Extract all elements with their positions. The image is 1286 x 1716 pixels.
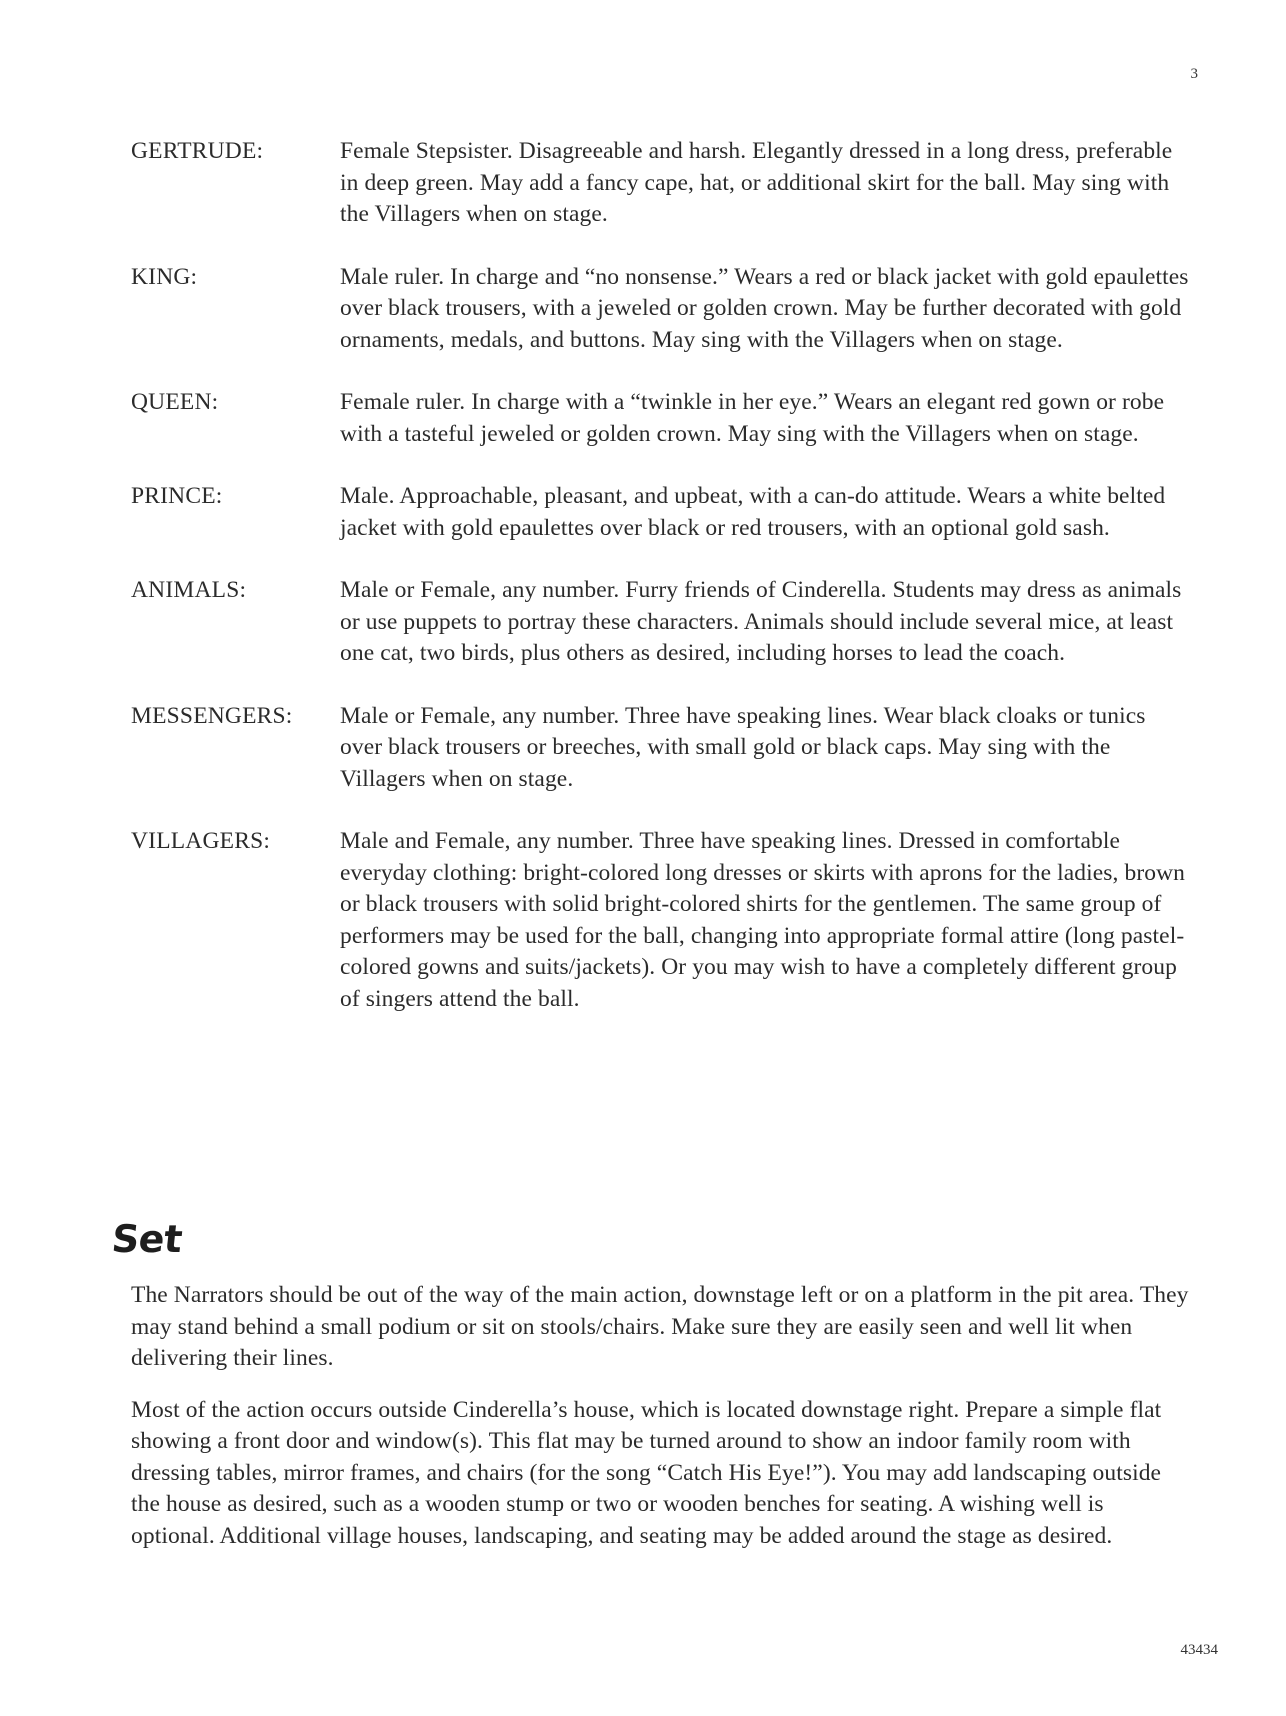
role-name: VILLAGERS:	[131, 828, 271, 854]
role-description: Male or Female, any number. Furry friends of Cinderella. Students may dress as animals or use puppets to portray these characters. Animals should include several mice, at least one cat, two birds, plus others as desired, including horses to lead the coach.	[340, 577, 1182, 666]
role-name: GERTRUDE:	[131, 138, 264, 164]
cast-entry-messengers	[131, 701, 1191, 796]
role-name: ANIMALS:	[131, 577, 247, 603]
role-description: Male or Female, any number. Three have speaking lines. Wear black cloaks or tunics over black trousers or breeches, with small gold or black caps. May sing with the Villagers when on stage.	[340, 702, 1146, 792]
role-description: Male and Female, any number. Three have speaking lines. Dressed in comfortable everyday clothing: bright-colored long dresses or skirts with aprons for the ladies, brown or black trousers with solid bright-colored shirts for the gentlemen. The same group of performers may be used for the ball, changing into appropriate formal attire (long pastel-colored gowns and suits/jackets). Or you may wish to have a completely different group of singers attend the ball.	[340, 828, 1186, 1012]
set-paragraph: Most of the action occurs outside Cinderella’s house, which is located downstage right. Prepare a simple flat showing a front door and window(s). This flat may be turned around to show an indoor family room with dressing tables, mirror frames, and chairs (for the song “Catch His Eye!”). You may add landscaping outside the house as desired, such as a wooden stump or two or wooden benches for seating. A wishing well is optional. Additional village houses, landscaping, and seating may be added around the stage as desired.	[131, 1396, 1162, 1549]
role-name: PRINCE:	[131, 483, 223, 509]
cast-entry-prince	[131, 481, 1191, 544]
document-code: 43434	[1180, 1642, 1218, 1658]
set-section-body	[131, 1280, 1191, 1572]
cast-entry-animals	[131, 575, 1191, 670]
cast-entry-gertrude	[131, 136, 1191, 231]
cast-entry-villagers	[131, 826, 1191, 1015]
cast-entry-king	[131, 262, 1191, 357]
set-section-heading: Set	[109, 1217, 185, 1261]
role-description: Male. Approachable, pleasant, and upbeat, with a can-do attitude. Wears a white belted jacket with gold epaulettes over black or red trousers, with an optional gold sash.	[340, 483, 1166, 541]
role-name: MESSENGERS:	[131, 702, 293, 729]
role-description: Male ruler. In charge and “no nonsense.” Wears a red or black jacket with gold epaulettes over black trousers, with a jeweled or golden crown. May be further decorated with gold ornaments, medals, and buttons. May sing with the Villagers when on stage.	[340, 263, 1189, 353]
role-name: QUEEN:	[131, 389, 219, 415]
page-number: 3	[1190, 66, 1198, 82]
set-paragraph: The Narrators should be out of the way of the main action, downstage left or on a platform in the pit area. They may stand behind a small podium or sit on stools/chairs. Make sure they are easily seen and well lit when delivering their lines.	[131, 1282, 1189, 1371]
cast-entry-queen	[131, 387, 1191, 450]
role-name: KING:	[131, 263, 198, 290]
role-description: Female ruler. In charge with a “twinkle in her eye.” Wears an elegant red gown or robe with a tasteful jeweled or golden crown. May sing with the Villagers when on stage.	[340, 389, 1165, 447]
role-description: Female Stepsister. Disagreeable and harsh. Elegantly dressed in a long dress, preferable in deep green. May add a fancy cape, hat, or additional skirt for the ball. May sing with the Villagers when on stage.	[340, 138, 1173, 227]
cast-list	[131, 136, 1191, 1046]
